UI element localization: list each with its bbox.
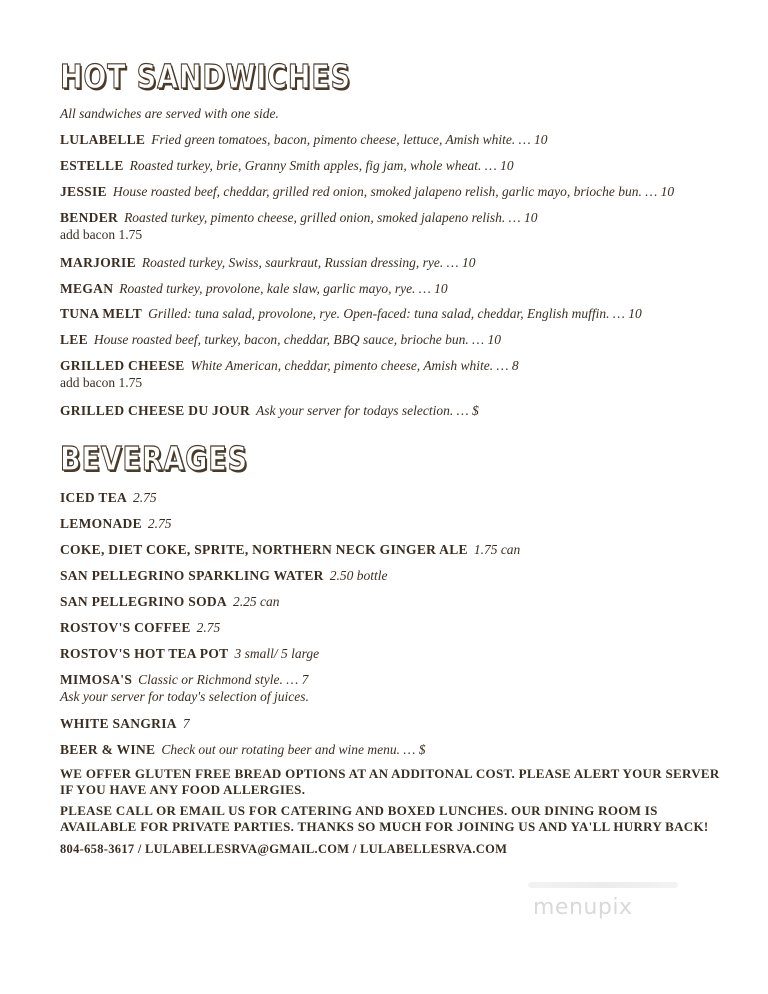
menu-item-sodas [60,541,520,558]
item-name: SAN PELLEGRINO SPARKLING WATER [60,568,324,583]
menu-item-white-sangria [60,715,190,732]
item-description: Roasted turkey, provolone, kale slaw, garlic mayo, rye. … 10 [119,281,448,296]
item-description: White American, cheddar, pimento cheese, Amish white. … 8 [190,358,519,373]
item-name: MIMOSA'S [60,672,133,687]
item-name: ROSTOV'S HOT TEA POT [60,646,229,661]
menu-item-tuna-melt [60,305,642,322]
menu-item-iced-tea [60,489,157,506]
item-description: Grilled: tuna salad, provolone, rye. Open-faced: tuna salad, cheddar, English muffin. … 10 [148,306,642,321]
item-price: 2.75 [147,516,172,531]
menupix-watermark: menupix [533,895,633,920]
item-name: SAN PELLEGRINO SODA [60,594,227,609]
menu-item-pellegrino-soda [60,593,279,610]
item-price: 7 [182,716,190,731]
menu-item-mimosas [60,671,309,705]
item-name: ICED TEA [60,490,128,505]
item-name: ROSTOV'S COFFEE [60,620,191,635]
item-description: Classic or Richmond style. … 7 [138,672,309,687]
menu-item-estelle [60,157,514,174]
item-description: Roasted turkey, pimento cheese, grilled onion, smoked jalapeno relish. … 10 [124,210,538,225]
menu-item-marjorie [60,254,476,271]
hot-sandwiches-heading: HOT SANDWICHES [60,57,351,96]
item-name: GRILLED CHEESE DU JOUR [60,403,251,418]
item-name: LULABELLE [60,132,146,147]
item-name: LEMONADE [60,516,142,531]
beverages-heading: BEVERAGES [60,439,248,478]
menu-item-jessie [60,183,674,200]
menu-item-lulabelle [60,131,548,148]
item-description: Ask your server for todays selection. … $ [256,403,479,418]
item-description: Roasted turkey, Swiss, saurkraut, Russian dressing, rye. … 10 [141,255,476,270]
item-addon: add bacon 1.75 [60,227,143,242]
sandwiches-intro: All sandwiches are served with one side. [60,106,279,121]
item-price: 2.75 [196,620,221,635]
item-name: BEER & WINE [60,742,156,757]
catering-notice: PLEASE CALL OR EMAIL US FOR CATERING AND BOXED LUNCHES. OUR DINING ROOM IS AVAILABLE FOR PRIVATE PARTIES. THANKS SO MUCH FOR JOINING US AND YA'LL HURRY BACK! [60,803,709,834]
menu-item-megan [60,280,448,297]
item-description: House roasted beef, turkey, bacon, cheddar, BBQ sauce, brioche bun. … 10 [93,332,501,347]
menu-item-grilled-cheese-du-jour [60,402,479,419]
item-price: 2.75 [133,490,157,505]
item-name: TUNA MELT [60,306,143,321]
menu-item-bender [60,209,538,243]
item-description: Check out our rotating beer and wine menu. … $ [161,742,426,757]
menu-item-coffee [60,619,220,636]
item-description: Roasted turkey, brie, Granny Smith apples, fig jam, whole wheat. … 10 [129,158,514,173]
gluten-free-notice: WE OFFER GLUTEN FREE BREAD OPTIONS AT AN ADDITONAL COST. PLEASE ALERT YOUR SERVER IF YOU HAVE ANY FOOD ALLERGIES. [60,766,720,797]
item-name: LEE [60,332,88,347]
watermark-decoration [528,882,678,888]
item-name: GRILLED CHEESE [60,358,185,373]
item-name: MARJORIE [60,255,136,270]
item-name: MEGAN [60,281,114,296]
item-description: Fried green tomatoes, bacon, pimento cheese, lettuce, Amish white. … 10 [151,132,548,147]
item-name: WHITE SANGRIA [60,716,177,731]
contact-info: 804-658-3617 / LULABELLESRVA@GMAIL.COM / LULABELLESRVA.COM [60,842,508,856]
item-note: Ask your server for today's selection of juices. [60,689,309,704]
menu-item-beer-wine [60,741,426,758]
menu-item-lemonade [60,515,172,532]
item-addon: add bacon 1.75 [60,375,143,390]
menu-item-sparkling-water [60,567,387,584]
item-price: 1.75 can [473,542,521,557]
menu-item-hot-tea-pot [60,645,319,662]
item-price: 2.50 bottle [329,568,388,583]
item-name: ESTELLE [60,158,124,173]
menu-item-grilled-cheese [60,357,519,391]
item-name: COKE, DIET COKE, SPRITE, NORTHERN NECK GINGER ALE [60,542,468,557]
menu-item-lee [60,331,501,348]
item-name: BENDER [60,210,119,225]
item-name: JESSIE [60,184,107,199]
item-price: 3 small/ 5 large [234,646,320,661]
item-price: 2.25 can [232,594,280,609]
item-description: House roasted beef, cheddar, grilled red onion, smoked jalapeno relish, garlic mayo, brioche bun. … 10 [112,184,675,199]
